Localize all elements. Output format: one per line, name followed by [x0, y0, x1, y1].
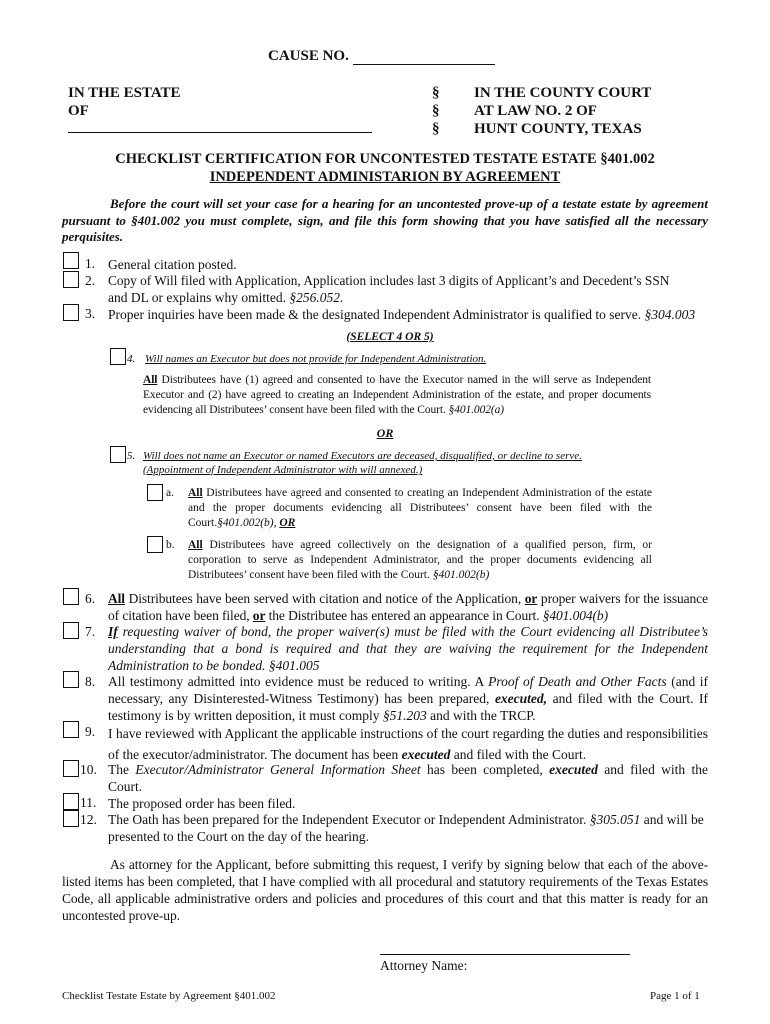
item-6-text: All Distributees have been served with citation and notice of the Application, or proper waivers for the issuance of citation have been filed, or the Distributee has entered an appearance in Court. §401.004(b) [108, 591, 708, 623]
checkbox-item-1[interactable] [63, 252, 79, 269]
estate-line1: IN THE ESTATE [68, 85, 181, 101]
attestation-paragraph: As attorney for the Applicant, before submitting this request, I verify by signing below that each of the above-listed items has been completed, that I have complied with all procedural and statutory requirements of the Texas Estates Code, all applicable administrative orders and policies and procedures of this court and that this matter is ready for an uncontested prove-up. [62, 857, 708, 923]
item-5b-text: All Distributees have agreed collectively on the designation of a qualified person, firm, or corporation to serve as Independent Administrator, and the proper documents evidencing all Distributees’ consent have been filed with the Court. §401.002(b) [188, 539, 653, 581]
court-caption [474, 84, 651, 138]
intro-paragraph: Before the court will set your case for a hearing for an uncontested prove-up of a testate estate by agreement pursuant to §401.002 you must complete, sign, and file this form showing that you have satisfied all the necessary perquisites. [62, 196, 708, 244]
item-5-text: Will does not name an Executor or named Executors are deceased, disqualified, or decline to serve. (Appointment of Independent Administrator with will annexed.) [143, 450, 582, 476]
title-line1: CHECKLIST CERTIFICATION FOR UNCONTESTED TESTATE ESTATE §401.002 [115, 151, 655, 167]
decedent-name-blank[interactable] [68, 118, 372, 133]
item-10-text: The Executor/Administrator General Information Sheet has been completed, executed and filed with the Court. [108, 762, 709, 794]
court-line1: IN THE COUNTY COURT [474, 85, 652, 101]
item-11-text: The proposed order has been filed. [108, 796, 296, 811]
or-separator: OR [376, 426, 394, 440]
checkbox-item-5b[interactable] [147, 536, 163, 553]
footer-page-number: Page 1 of 1 [650, 990, 700, 1002]
form-title [60, 150, 710, 186]
checkbox-item-10[interactable] [63, 760, 79, 777]
checkbox-item-8[interactable] [63, 671, 79, 688]
checkbox-item-4[interactable] [110, 348, 126, 365]
checkbox-item-7[interactable] [63, 622, 79, 639]
cause-number-blank[interactable] [353, 50, 495, 65]
document-page: CAUSE NO. IN THE ESTATE OF § § § IN THE COUNTY COURT AT LAW NO. 2 OF HUNT COUNTY, TEXAS CHECKLIST CERTIFICATION FOR UNCONTESTED TESTATE ESTATE §401.002 INDEPENDENT ADMINISTARION BY AGREEMENT Before the court will set your case for a hearing for an uncontested prove-up of a testate estate by agreement pursuant to §401.002 you must complete, sign, and file this form showing that you have satisfied all the necessary perquisites. 1. General citation posted. 2. Copy of Will filed with Application, Application includes last 3 digits of Applicant’s and Decedent’s SSN and DL or explains why omitted. §256.052. 3. Proper inquiries have been made & the designated Independent Administrator is qualified to serve. §304.003 (SELECT 4 OR 5) 4. Will names an Executor but does not provide for Independent Administration. All Distributees have (1) agreed and consented to have the Executor named in the will serve as Independent Executor and (2) have agreed to creating an Independent Administration of the estate, and proper documents evidencing all Distributees’ consent have been filed with the Court. §401.002(a) OR 5. Will does not name an Executor or named Executors are deceased, disqualified, or decline to serve. (Appointment of Independent Administrator with will annexed.) a. All Distributees have agreed and consented to creating an Independent Administration of the estate and the proper documents evidencing all Distributees’ consent have been filed with the Court.§401.002(b), OR b. All Distributees have agreed collectively on the designation of a qualified person, firm, or corporation to serve as Independent Administrator, and the proper documents evidencing all Distributees’ consent have been filed with the Court. §401.002(b) 6. All Distributees have been served with citation and notice of the Application, or proper waivers for the issuance of citation have been filed, or the Distributee has entered an appearance in Court. §401.004(b) 7. If requesting waiver of bond, the proper waiver(s) must be filed with the Court evidencing all Distributee’s understanding that a bond is required and that they are waiving the requirement for the Independent Administration to be bonded. §401.005 8. All testimony admitted into evidence must be reduced to writing. A Proof of Death and Other Facts (and if necessary, any Disinterested-Witness Testimony) has been prepared, executed, and filed with the Court. If testimony is by written deposition, it must comply §51.203 and with the TRCP. 9. I have reviewed with Applicant the applicable instructions of the court regarding the duties and responsibilities of the executor/administrator. The document has been executed and filed with the Court. 10. The Executor/Administrator General Information Sheet has been completed, executed and filed with the Court. 11. The proposed order has been filed. 12. The Oath has been prepared for the Independent Executor or Independent Administrator. §305.051 and will be presented to the Court on the day of the hearing. As attorney for the Applicant, before submitting this request, I verify by signing below that each of the above-listed items has been completed, that I have complied with all procedural and statutory requirements of the Texas Estates Code, all applicable administrative orders and policies and procedures of this court and that this matter is ready for an uncontested prove-up. Attorney Name: Checklist Testate Estate by Agreement §401.002 Page 1 of 1 [0, 0, 770, 1024]
attorney-name-label: Attorney Name: [380, 958, 468, 973]
estate-line2: OF [68, 103, 89, 119]
cause-label: CAUSE NO. [268, 48, 349, 64]
item-7-text: If requesting waiver of bond, the proper waiver(s) must be filed with the Court evidencing all Distributee’s understanding that a bond is required and that they are waiving the requirement for the Independent Administration to be bonded. §401.005 [108, 624, 709, 673]
section-signs: § § § [432, 85, 440, 137]
checkbox-item-2[interactable] [63, 271, 79, 288]
item-4-body: All Distributees have (1) agreed and consented to have the Executor named in the will serve as Independent Executor and (2) have agreed to creating an Independent Administration of the estate, and proper documents evidencing all Distributees’ consent have been filed with the Court. §401.002(a) [143, 374, 651, 416]
court-line3: HUNT COUNTY, TEXAS [474, 121, 642, 137]
checkbox-item-9[interactable] [63, 721, 79, 738]
estate-caption [68, 84, 181, 120]
checkbox-item-5[interactable] [110, 446, 126, 463]
footer-form-title: Checklist Testate Estate by Agreement §401.002 [62, 990, 276, 1002]
item-12-text: The Oath has been prepared for the Independent Executor or Independent Administrator. §305.051 and will be presented to the Court on the day of the hearing. [108, 812, 704, 844]
checkbox-item-3[interactable] [63, 304, 79, 321]
checkbox-item-12[interactable] [63, 810, 79, 827]
signature-line[interactable] [380, 942, 630, 955]
court-line2: AT LAW NO. 2 OF [474, 103, 597, 119]
checkbox-item-5a[interactable] [147, 484, 163, 501]
item-2-text: Copy of Will filed with Application, Application includes last 3 digits of Applicant’s and Decedent’s SSN and DL or explains why omitted. §256.052. [108, 273, 670, 305]
item-8-text: All testimony admitted into evidence must be reduced to writing. A Proof of Death and Other Facts (and if necessary, any Disinterested-Witness Testimony) has been prepared, executed, and filed with the Court. If testimony is by written deposition, it must comply §51.203 and with the TRCP. [108, 674, 709, 723]
item-5a-text: All Distributees have agreed and consented to creating an Independent Administration of the estate and the proper documents evidencing all Distributees’ consent have been filed with the Court.§401.002(b), OR [188, 487, 652, 529]
select-instruction: (SELECT 4 OR 5) [346, 331, 434, 343]
title-line2: INDEPENDENT ADMINISTARION BY AGREEMENT [209, 169, 561, 185]
item-9-text: I have reviewed with Applicant the applicable instructions of the court regarding the duties and responsibilities of the executor/administrator. The document has been executed and filed with the Court. [108, 726, 708, 762]
cause-number [268, 48, 495, 65]
item-4-text: Will names an Executor but does not provide for Independent Administration. [145, 353, 487, 365]
checkbox-item-6[interactable] [63, 588, 79, 605]
item-1-text: General citation posted. [108, 257, 237, 272]
checkbox-item-11[interactable] [63, 793, 79, 810]
item-3-text: Proper inquiries have been made & the designated Independent Administrator is qualified to serve. §304.003 [108, 307, 696, 322]
